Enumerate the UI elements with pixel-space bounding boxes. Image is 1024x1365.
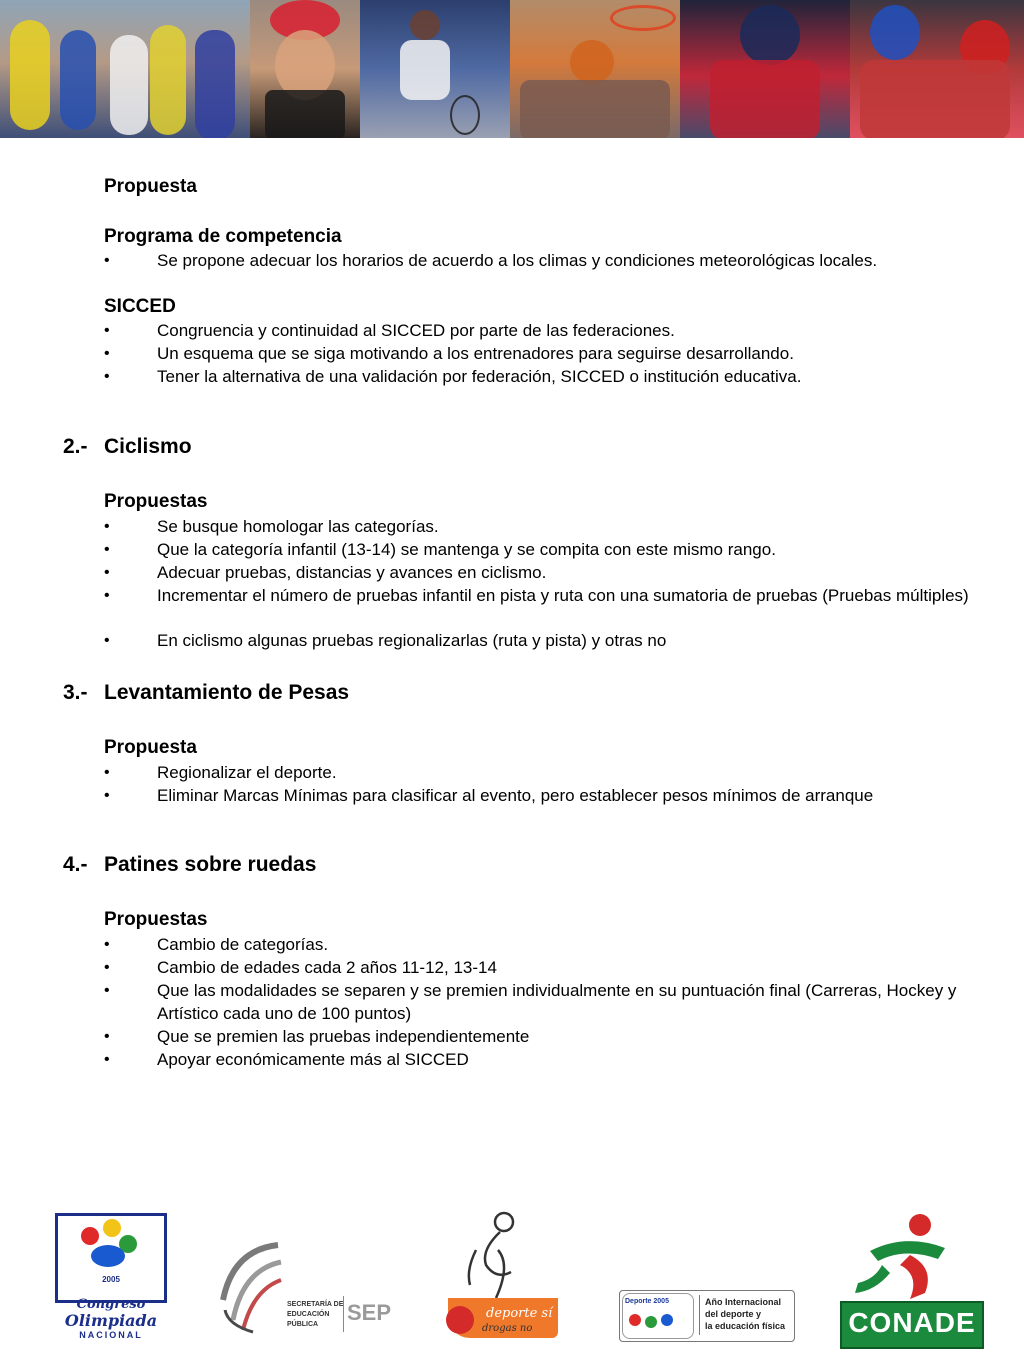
section-number: 2.- xyxy=(63,435,88,458)
bullet-glyph: • xyxy=(104,632,110,649)
subsection-title: Programa de competencia xyxy=(104,226,342,247)
bullet-glyph: • xyxy=(104,252,110,269)
sep-mark: SEP xyxy=(347,1300,392,1325)
bullet-glyph: • xyxy=(104,564,110,581)
congreso-nacional: NACIONAL xyxy=(79,1330,143,1340)
bullet-item: Cambio de categorías. xyxy=(157,935,329,954)
bullet-glyph: • xyxy=(104,959,110,976)
bullet-glyph: • xyxy=(104,541,110,558)
bullet-glyph: • xyxy=(104,368,110,385)
bullet-item: Se busque homologar las categorías. xyxy=(157,517,439,536)
subsection-title: SICCED xyxy=(104,296,176,317)
conade-runner-icon xyxy=(850,1213,980,1303)
bullet-item: Eliminar Marcas Mínimas para clasificar al evento, pero establecer pesos mínimos de arranque xyxy=(157,786,874,805)
section-title: Levantamiento de Pesas xyxy=(104,681,350,704)
ano-line2: del deporte y xyxy=(705,1309,762,1319)
section-title: Patines sobre ruedas xyxy=(104,853,317,876)
congreso-title: Congreso xyxy=(76,1297,146,1312)
conade-text: CONADE xyxy=(848,1307,976,1338)
bullet-item: Que la categoría infantil (13-14) se mantenga y se compita con este mismo rango. xyxy=(157,540,776,559)
section-subtitle: Propuestas xyxy=(104,491,208,512)
bullet-glyph: • xyxy=(104,936,110,953)
basketball-photo xyxy=(510,0,680,138)
deporte-si-logo xyxy=(446,1210,561,1340)
sep-line1: SECRETARÍA DE xyxy=(287,1301,344,1308)
bullet-glyph: • xyxy=(104,322,110,339)
bullet-item: Que se premien las pruebas independientemente xyxy=(157,1027,530,1046)
badminton-photo xyxy=(360,0,510,138)
congreso-olimpiada: Olimpiada xyxy=(64,1311,158,1330)
bullet-glyph: • xyxy=(104,1028,110,1045)
bullet-item: Se propone adecuar los horarios de acuerdo a los climas y condiciones meteorológicas locales. xyxy=(157,251,878,270)
bullet-glyph: • xyxy=(104,982,110,999)
intro-heading: Propuesta xyxy=(104,176,197,197)
bullet-item: Regionalizar el deporte. xyxy=(157,763,337,782)
boxing-photo-2 xyxy=(850,0,1024,138)
runners-photo xyxy=(0,0,250,138)
bullet-item: En ciclismo algunas pruebas regionalizarlas (ruta y pista) y otras no xyxy=(157,631,667,650)
mexico-eagle-icon xyxy=(213,1240,283,1335)
boxing-photo-1 xyxy=(680,0,850,138)
section-subtitle: Propuesta xyxy=(104,737,197,758)
sep-line3: PÚBLICA xyxy=(287,1321,319,1328)
bullet-item: Incrementar el número de pruebas infantil en pista y ruta con una sumatoria de pruebas (Pruebas múltiples) xyxy=(157,586,969,605)
conade-logo xyxy=(840,1213,982,1345)
ano-line1: Año Internacional xyxy=(705,1297,782,1307)
bullet-glyph: • xyxy=(104,345,110,362)
bullet-glyph: • xyxy=(104,787,110,804)
section-number: 4.- xyxy=(63,853,88,876)
deporte-2005-badge: Deporte 2005 xyxy=(625,1298,669,1305)
chess-photo xyxy=(250,0,360,138)
bullet-glyph: • xyxy=(104,518,110,535)
deporte-si-text: deporte sí xyxy=(486,1306,553,1321)
bullet-item: Que las modalidades se separen y se premien individualmente en su puntuación final (Carreras, Hockey y Artístico cada uno de 100 puntos) xyxy=(157,981,957,1023)
runner-figure-icon xyxy=(456,1210,536,1300)
bullet-glyph: • xyxy=(104,1051,110,1068)
drogas-no-text: drogas no xyxy=(482,1323,533,1334)
bullet-item: Adecuar pruebas, distancias y avances en ciclismo. xyxy=(157,563,547,582)
bullet-item: Un esquema que se siga motivando a los entrenadores para seguirse desarrollando. xyxy=(157,344,794,363)
congreso-olimpiada-logo xyxy=(55,1213,165,1343)
ano-line3: la educación física xyxy=(705,1321,786,1331)
header-photo-banner xyxy=(0,0,1024,138)
bullet-glyph: • xyxy=(104,587,110,604)
bullet-item: Apoyar económicamente más al SICCED xyxy=(157,1050,469,1069)
section-subtitle: Propuestas xyxy=(104,909,208,930)
section-title: Ciclismo xyxy=(104,435,192,458)
bullet-item: Cambio de edades cada 2 años 11-12, 13-14 xyxy=(157,958,497,977)
sep-logo xyxy=(213,1240,392,1340)
ano-internacional-logo xyxy=(619,1290,795,1342)
bullet-item: Tener la alternativa de una validación por federación, SICCED o institución educativa. xyxy=(157,367,802,386)
section-number: 3.- xyxy=(63,681,88,704)
bullet-item: Congruencia y continuidad al SICCED por parte de las federaciones. xyxy=(157,321,675,340)
sep-line2: EDUCACIÓN xyxy=(287,1311,330,1318)
bullet-glyph: • xyxy=(104,764,110,781)
congreso-year: 2005 xyxy=(102,1275,120,1284)
